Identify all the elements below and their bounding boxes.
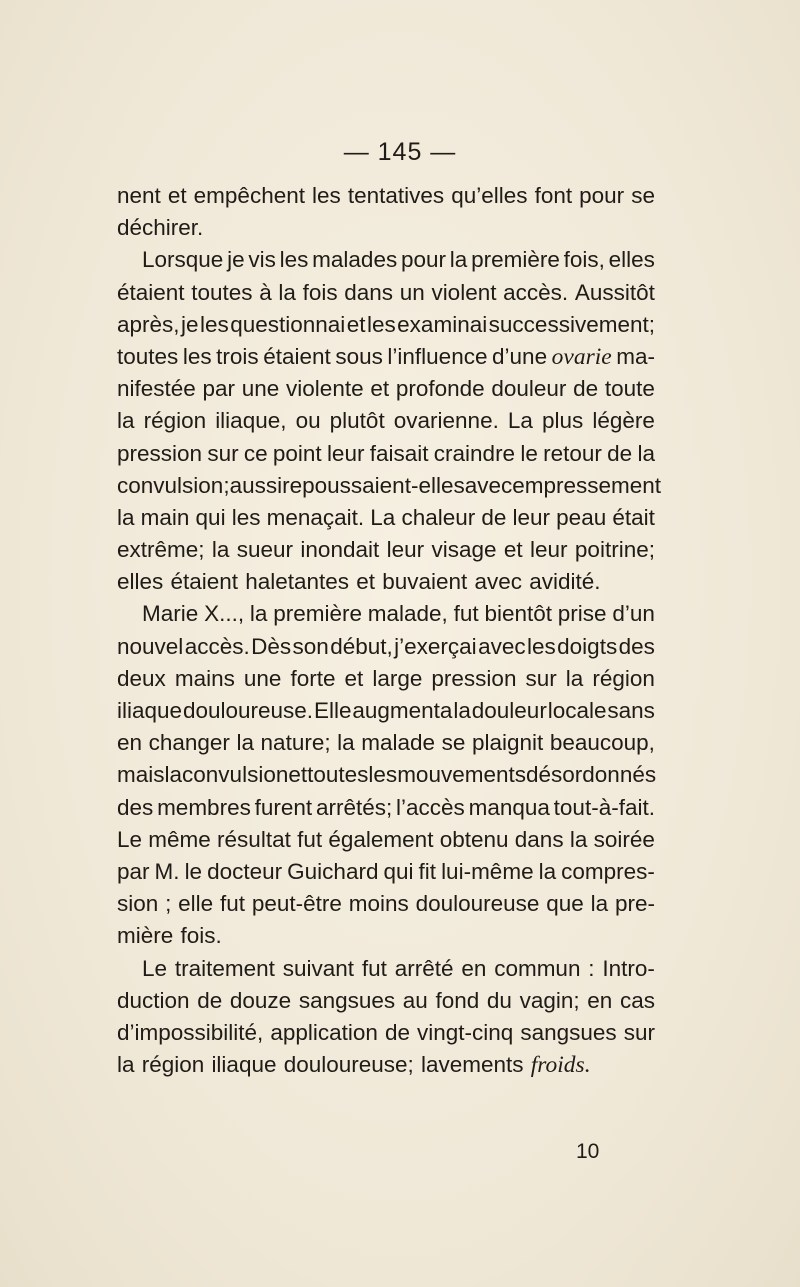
- word: nifestée: [117, 376, 196, 402]
- text-line: [117, 888, 655, 920]
- word: font: [534, 183, 573, 208]
- word: même: [148, 826, 211, 852]
- word: un: [399, 279, 425, 305]
- word: douleur: [491, 376, 567, 402]
- word: douloureuse.: [182, 698, 314, 723]
- word: qui: [383, 858, 414, 884]
- word: menaçait.: [266, 504, 365, 530]
- word: la: [236, 730, 254, 756]
- word: la: [538, 858, 557, 884]
- word: fond: [435, 987, 480, 1013]
- word: également: [328, 826, 434, 852]
- text-line: [117, 373, 655, 405]
- word: empressement: [512, 472, 662, 498]
- word: de: [481, 504, 507, 530]
- word: furent: [254, 794, 313, 820]
- word: ;: [165, 891, 172, 917]
- word: Lorsque: [142, 247, 224, 273]
- word: toute: [604, 376, 655, 402]
- word: plaignit: [471, 730, 544, 756]
- word: ce: [243, 440, 268, 466]
- text-line: [117, 598, 655, 630]
- text-line: [117, 953, 655, 985]
- word: douloureuse: [415, 891, 540, 917]
- word: leur: [326, 440, 365, 466]
- word: elles: [117, 569, 164, 595]
- word: de: [573, 376, 599, 402]
- word: compres-: [561, 858, 655, 884]
- word: Le: [117, 826, 143, 852]
- word: sion: [117, 891, 159, 917]
- word: région: [141, 1052, 205, 1078]
- word: X...,: [204, 601, 245, 627]
- word: haletantes: [245, 569, 350, 595]
- word: j’exerçai: [394, 633, 477, 659]
- text-line: [117, 695, 655, 727]
- word: aussi: [229, 472, 283, 498]
- word: lui-même: [441, 858, 534, 884]
- word: douloureuse;: [283, 1052, 414, 1078]
- word: sur: [525, 665, 557, 691]
- word: ma-: [616, 343, 655, 369]
- word: avec: [478, 633, 526, 659]
- word: résultat: [217, 826, 291, 852]
- word: une: [243, 665, 282, 691]
- word: Aussitôt: [574, 279, 655, 305]
- word: profonde: [395, 376, 485, 402]
- word: vis: [248, 247, 276, 273]
- text-line: [117, 631, 655, 663]
- text-line: [117, 759, 655, 791]
- word: extrême;: [117, 537, 205, 563]
- word: mouvements: [397, 762, 526, 788]
- word: fit: [418, 858, 437, 884]
- word: vingt-cinq: [417, 1019, 514, 1045]
- word: malades: [312, 247, 398, 273]
- word: commun: [494, 955, 581, 981]
- word: iliaque,: [215, 408, 287, 434]
- word: mains: [174, 665, 235, 691]
- word: iliaque: [117, 698, 183, 723]
- word: qu’elles: [451, 183, 528, 208]
- word: les: [279, 247, 309, 273]
- word: application: [270, 1019, 378, 1045]
- paragraph: [117, 244, 662, 598]
- word: après,: [117, 311, 180, 337]
- text-line: [117, 309, 655, 341]
- word: lavements: [420, 1052, 524, 1078]
- word: toutes: [191, 279, 253, 305]
- word: que: [546, 891, 584, 917]
- word: à: [259, 279, 272, 305]
- word: successivement;: [488, 311, 655, 337]
- paragraph: [117, 953, 655, 1082]
- text-line: [117, 341, 655, 373]
- word: toutes: [307, 762, 369, 788]
- word: la: [449, 247, 468, 273]
- word: Guichard: [287, 858, 379, 884]
- word: en: [117, 730, 143, 756]
- word: forte: [290, 665, 336, 691]
- word: large: [372, 665, 423, 691]
- text-line: [117, 824, 655, 856]
- word: malade: [361, 730, 436, 756]
- word: et: [288, 762, 308, 788]
- word: chaleur: [401, 504, 476, 530]
- word: mais: [117, 762, 165, 788]
- word: la: [211, 537, 230, 563]
- word: soirée: [593, 826, 655, 852]
- word: main: [140, 504, 190, 530]
- word: la: [117, 408, 135, 434]
- text-line: [117, 566, 655, 598]
- word: le: [184, 858, 203, 884]
- word: première: [471, 247, 560, 273]
- word: Intro-: [602, 955, 655, 981]
- word: convulsion: [182, 762, 289, 788]
- word: qui: [195, 504, 226, 530]
- word: sous: [335, 343, 383, 369]
- word: et: [344, 665, 364, 691]
- word: nouvel: [117, 633, 184, 659]
- text-line: [117, 1017, 655, 1049]
- word: d’impossibilité,: [117, 1019, 264, 1045]
- word: Marie: [142, 601, 199, 627]
- word: en: [587, 987, 613, 1013]
- word: ou: [295, 408, 321, 434]
- word: Elle: [313, 698, 352, 723]
- word: :: [588, 955, 595, 981]
- text-line: [117, 985, 655, 1017]
- word: locale: [547, 698, 607, 723]
- word: avidité.: [529, 569, 601, 595]
- word: elle: [178, 891, 214, 917]
- word: violente: [286, 376, 364, 402]
- word: de: [384, 1019, 410, 1045]
- text-line: [117, 534, 655, 566]
- word: membres: [157, 794, 251, 820]
- word: la: [278, 279, 296, 305]
- text-line: [117, 405, 655, 437]
- word: accès.: [503, 279, 569, 305]
- text-line: [117, 180, 655, 212]
- word: duction: [117, 987, 190, 1013]
- word: était: [612, 504, 655, 530]
- word: fut: [220, 891, 246, 917]
- text-line: [117, 438, 655, 470]
- page-number: — 145 —: [343, 138, 457, 166]
- word: les: [368, 762, 398, 788]
- word: retour: [543, 440, 602, 466]
- word: les: [182, 343, 212, 369]
- word: première: [273, 601, 362, 627]
- word: la: [164, 762, 183, 788]
- word: et: [503, 537, 523, 563]
- word: pour: [579, 183, 625, 208]
- word: son: [292, 633, 329, 659]
- text-line: [117, 920, 655, 952]
- word: je: [181, 311, 199, 337]
- word: peau: [556, 504, 607, 530]
- word: plutôt: [329, 408, 385, 434]
- word: pression: [431, 665, 517, 691]
- word: des: [618, 633, 655, 659]
- word: deux: [117, 665, 166, 691]
- word: froids.: [530, 1052, 591, 1079]
- word: poitrine;: [574, 537, 655, 563]
- text-line: [117, 502, 655, 534]
- word: peut-être: [251, 891, 342, 917]
- word: prise: [557, 601, 607, 627]
- word: craindre: [433, 440, 516, 466]
- word: avec: [464, 472, 513, 498]
- word: les: [312, 183, 341, 208]
- word: des: [117, 794, 154, 820]
- word: en: [461, 955, 487, 981]
- word: début,: [330, 633, 393, 659]
- word: convulsion;: [117, 472, 230, 498]
- text-line: [117, 792, 655, 824]
- word: étaient: [117, 279, 185, 305]
- text-line: [117, 244, 655, 276]
- paragraph: [117, 180, 655, 244]
- word: par: [117, 858, 150, 884]
- word: pour: [400, 247, 447, 273]
- word: vagin;: [519, 987, 580, 1013]
- word: bientôt: [484, 601, 552, 627]
- word: buvaient: [382, 569, 468, 595]
- word: région: [143, 408, 207, 434]
- text-line: [117, 212, 655, 244]
- word: la: [249, 601, 268, 627]
- word: fut: [297, 826, 323, 852]
- word: arrêtés;: [315, 794, 393, 820]
- word: la: [637, 440, 655, 466]
- word: et: [370, 376, 390, 402]
- word: fut: [361, 955, 387, 981]
- word: trois: [216, 343, 259, 369]
- word: plus: [542, 408, 584, 434]
- word: tentatives: [347, 183, 445, 208]
- word: examinai: [397, 311, 488, 337]
- word: cas: [619, 987, 655, 1013]
- word: étaient: [170, 569, 239, 595]
- word: étaient: [263, 343, 331, 369]
- word: manqua: [468, 794, 550, 820]
- word: repoussaient-elles: [282, 472, 465, 498]
- word: nent: [117, 183, 161, 208]
- word: du: [486, 987, 512, 1013]
- word: empêchent: [193, 183, 305, 208]
- word: accès.: [184, 633, 250, 659]
- word: sans: [607, 698, 655, 723]
- word: les: [366, 311, 396, 337]
- word: et: [167, 183, 187, 208]
- word: la: [117, 1052, 135, 1078]
- word: la: [337, 730, 355, 756]
- text-line: [117, 663, 655, 695]
- word: questionnai: [230, 311, 346, 337]
- word: arrêté: [394, 955, 454, 981]
- word: une: [241, 376, 280, 402]
- word: doigts: [557, 633, 618, 659]
- word: sangsues: [520, 1019, 617, 1045]
- word: augmenta: [352, 698, 453, 723]
- word: sangsues: [298, 987, 396, 1013]
- word: traitement: [174, 955, 275, 981]
- word: iliaque: [211, 1052, 277, 1078]
- word: pression: [117, 440, 203, 466]
- word: La: [370, 504, 396, 530]
- text-line: [117, 1049, 655, 1081]
- word: la: [565, 665, 584, 691]
- word: de: [197, 987, 223, 1013]
- word: déchirer.: [117, 215, 204, 241]
- word: dans: [344, 279, 394, 305]
- word: ovarienne.: [393, 408, 499, 434]
- word: dans: [514, 826, 564, 852]
- word: sur: [207, 440, 239, 466]
- word: faisait: [369, 440, 429, 466]
- word: docteur: [207, 858, 283, 884]
- word: M.: [154, 858, 180, 884]
- word: moins: [348, 891, 409, 917]
- word: douze: [229, 987, 292, 1013]
- word: obtenu: [439, 826, 509, 852]
- word: la: [590, 891, 609, 917]
- word: douleur: [471, 698, 547, 723]
- word: violent: [431, 279, 497, 305]
- word: pre-: [614, 891, 655, 917]
- word: avec: [474, 569, 522, 595]
- text-line: [117, 470, 662, 502]
- word: la: [117, 504, 135, 530]
- word: désordonnés: [526, 762, 657, 788]
- word: nature;: [260, 730, 331, 756]
- word: suivant: [282, 955, 355, 981]
- signature-mark: 10: [576, 1140, 600, 1163]
- word: région: [592, 665, 655, 691]
- word: je: [227, 247, 245, 273]
- word: et: [356, 569, 376, 595]
- word: Dès: [251, 633, 292, 659]
- text-line: [117, 856, 655, 888]
- word: sueur: [236, 537, 294, 563]
- word: d’une: [492, 343, 548, 369]
- word: légère: [592, 408, 655, 434]
- word: visage: [431, 537, 497, 563]
- paragraph: [117, 598, 655, 952]
- word: sur: [623, 1019, 655, 1045]
- word: se: [631, 183, 655, 208]
- word: fois,: [563, 247, 605, 273]
- text-line: [117, 277, 655, 309]
- text-line: [117, 727, 655, 759]
- word: ovarie: [551, 343, 612, 370]
- word: Le: [142, 955, 168, 981]
- word: leur: [386, 537, 425, 563]
- word: malade,: [367, 601, 448, 627]
- word: et: [346, 311, 366, 337]
- word: leur: [512, 504, 551, 530]
- word: fois: [302, 279, 338, 305]
- word: La: [507, 408, 533, 434]
- word: les: [199, 311, 229, 337]
- word: changer: [148, 730, 230, 756]
- word: mière: [117, 923, 174, 949]
- word: au: [402, 987, 428, 1013]
- word: l’accès: [396, 794, 465, 820]
- word: la: [453, 698, 471, 723]
- word: de: [607, 440, 633, 466]
- word: par: [202, 376, 236, 402]
- word: tout-à-fait.: [553, 794, 655, 820]
- word: leur: [530, 537, 568, 563]
- word: point: [272, 440, 322, 466]
- word: la: [569, 826, 588, 852]
- word: les: [231, 504, 261, 530]
- word: fut: [453, 601, 479, 627]
- word: les: [527, 633, 556, 659]
- word: elles: [608, 247, 655, 273]
- word: se: [441, 730, 466, 756]
- word: d’un: [612, 601, 655, 627]
- word: toutes: [117, 343, 179, 369]
- body-text: [117, 180, 662, 1081]
- word: inondait: [300, 537, 380, 563]
- word: fois.: [180, 923, 222, 949]
- word: beaucoup,: [549, 730, 655, 756]
- word: le: [520, 440, 538, 466]
- word: l’influence: [387, 343, 488, 369]
